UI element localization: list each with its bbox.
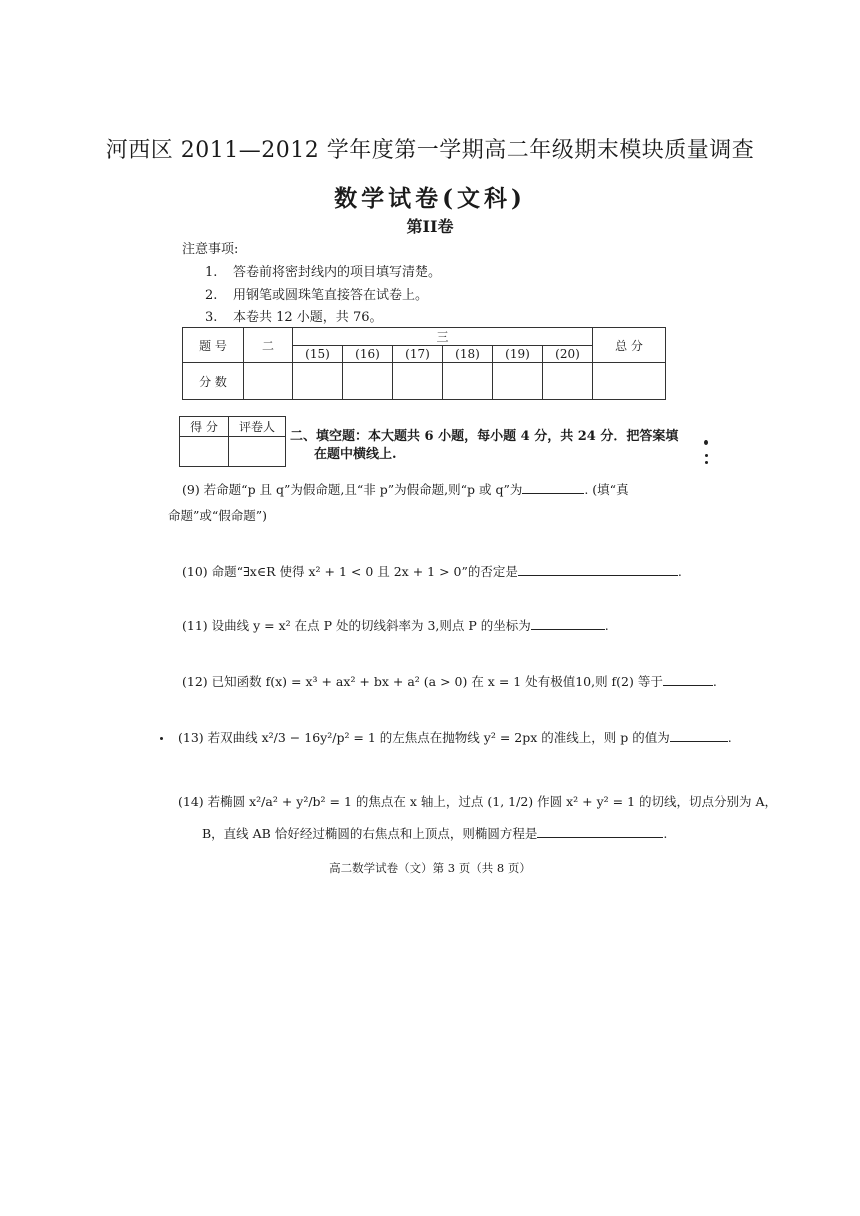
score-cell[interactable]: [543, 363, 593, 400]
question-tail: .: [712, 674, 717, 689]
exam-title: 河西区 2011—2012 学年度第一学期高二年级期末模块质量调查: [105, 138, 755, 163]
note-number: 1.: [205, 265, 218, 280]
section-two-heading: [290, 428, 678, 464]
answer-blank[interactable]: [518, 563, 678, 576]
question-col-19: (19): [493, 346, 543, 363]
grader-entry[interactable]: [229, 437, 286, 467]
binding-hole-mark: [705, 461, 708, 464]
scan-speck: [160, 737, 163, 740]
volume-label: 第II卷: [406, 217, 454, 236]
question-text: (13) 若双曲线 x²/3 − 16y²/p² = 1 的左焦点在抛物线 y² = 2px 的准线上，则 p 的值为: [178, 730, 670, 745]
note-text: 答卷前将密封线内的项目填写清楚。: [233, 265, 442, 280]
section-two-header: 二: [244, 328, 293, 363]
score-cell[interactable]: [343, 363, 393, 400]
answer-blank[interactable]: [670, 729, 728, 742]
question-tail: .: [677, 564, 682, 579]
question-col-20: (20): [543, 346, 593, 363]
section-two-line-2: 在题中横线上.: [314, 447, 397, 462]
total-header: 总 分: [593, 328, 666, 363]
question-10: [182, 562, 682, 580]
score-cell[interactable]: [593, 363, 666, 400]
question-9-continued: 命题”或“假命题”): [168, 508, 268, 523]
score-cell[interactable]: [393, 363, 443, 400]
question-col-16: (16): [343, 346, 393, 363]
score-cell[interactable]: [443, 363, 493, 400]
score-cell[interactable]: [493, 363, 543, 400]
question-text: (10) 命题“∃x∈R 使得 x² + 1 < 0 且 2x + 1 > 0”的否定是: [182, 564, 518, 579]
note-number: 2.: [205, 288, 218, 303]
row-header-question: 题 号: [183, 328, 244, 363]
answer-blank[interactable]: [522, 481, 584, 494]
grade-box: [179, 416, 286, 467]
answer-blank[interactable]: [531, 617, 605, 630]
question-text: B，直线 AB 恰好经过椭圆的右焦点和上顶点，则椭圆方程是: [202, 826, 538, 841]
question-col-18: (18): [443, 346, 493, 363]
note-item-3: [205, 306, 382, 325]
binding-hole-mark: [705, 454, 708, 457]
question-tail: .: [663, 826, 668, 841]
note-item-2: [205, 284, 428, 303]
answer-blank[interactable]: [663, 673, 713, 686]
question-14: (14) 若椭圆 x²/a² + y²/b² = 1 的焦点在 x 轴上，过点 (1, 1/2) 作圆 x² + y² = 1 的切线，切点分别为 A，: [178, 794, 777, 809]
binding-hole-mark: [704, 440, 708, 445]
question-tail: .: [727, 730, 732, 745]
section-three-header: 三: [293, 328, 593, 346]
score-label: 得 分: [180, 417, 229, 437]
page-footer: 高二数学试卷（文）第 3 页（共 8 页）: [329, 861, 531, 875]
question-tail: .: [604, 618, 609, 633]
question-text: (12) 已知函数 f(x) = x³ + ax² + bx + a² (a > 0) 在 x = 1 处有极值10,则 f(2) 等于: [182, 674, 663, 689]
note-number: 3.: [205, 310, 218, 325]
question-tail: . (填“真: [584, 482, 629, 497]
row-header-score: 分 数: [183, 363, 244, 400]
exam-subtitle: 数学试卷(文科): [334, 185, 526, 212]
question-12: [182, 672, 717, 690]
question-14-continued: [202, 824, 667, 842]
note-text: 本卷共 12 小题，共 76。: [233, 310, 383, 325]
question-11: [182, 616, 609, 634]
score-entry[interactable]: [180, 437, 229, 467]
note-item-1: [205, 261, 441, 280]
grader-label: 评卷人: [229, 417, 286, 437]
question-9: [182, 480, 629, 498]
answer-blank[interactable]: [537, 825, 663, 838]
note-text: 用钢笔或圆珠笔直接答在试卷上。: [233, 288, 429, 303]
question-col-15: (15): [293, 346, 343, 363]
section-two-line-1: 二、填空题：本大题共 6 小题，每小题 4 分，共 24 分．把答案填: [290, 429, 679, 444]
score-cell[interactable]: [244, 363, 293, 400]
score-cell[interactable]: [293, 363, 343, 400]
question-text: (9) 若命题“p 且 q”为假命题,且“非 p”为假命题,则“p 或 q”为: [182, 482, 523, 497]
question-text: (11) 设曲线 y = x² 在点 P 处的切线斜率为 3,则点 P 的坐标为: [182, 618, 531, 633]
score-table: [182, 327, 666, 400]
notes-heading: 注意事项:: [182, 242, 239, 257]
question-col-17: (17): [393, 346, 443, 363]
question-13: [178, 728, 732, 746]
